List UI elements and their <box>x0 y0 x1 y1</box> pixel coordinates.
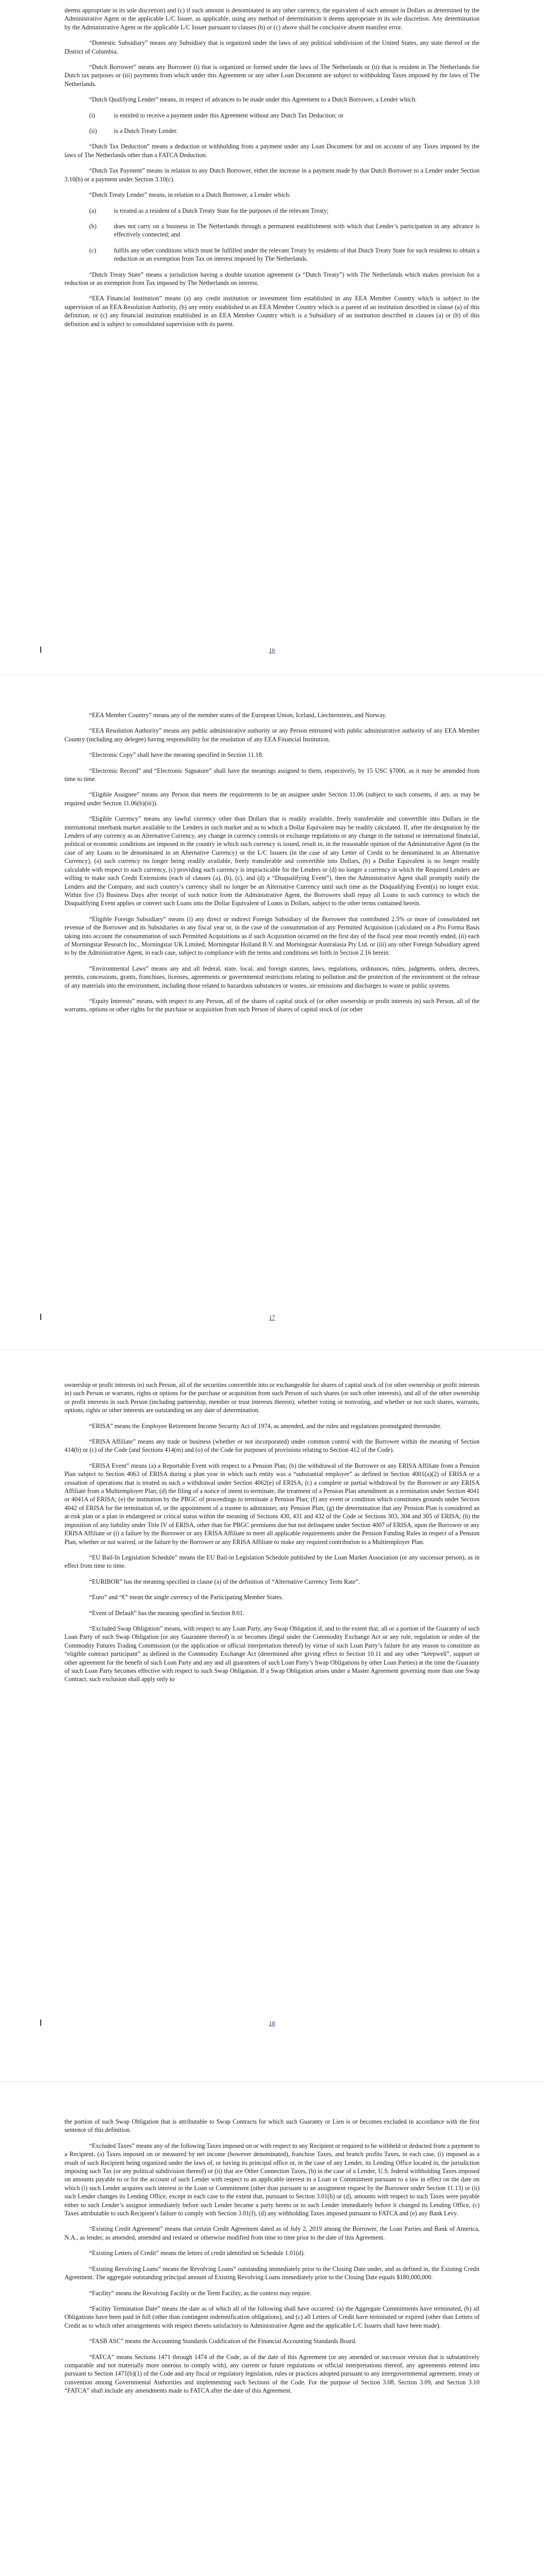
sub-clause <box>64 111 480 120</box>
clause-text: is entitled to receive a payment under this Agreement without any Dutch Tax Deduction; or <box>114 111 343 119</box>
definition-euribor: “EURIBOR” has the meaning specified in clause (a) of the definition of “Alternative Currency Term Rate”. <box>89 1578 360 1585</box>
definition-eligible-assignee: “Eligible Assignee” means any Person that meets the requirements to be an assignee under Section 11.06 (subject to such consents, if any, as may be required under Section 11.06(b)(iii)). <box>64 791 480 807</box>
page-body <box>64 711 480 1021</box>
sub-clause <box>64 246 480 263</box>
clause-label: (ii) <box>89 127 97 135</box>
definition-facility-termination-date: “Facility Termination Date” means the date as of which all of the following shall have occurred: (a) the Aggregate Commitments have terminated, (b) all Obligations have been paid in full (other than contingent indemnification obligations), and (c) all Letters of Credit have terminated or expired (other than Letters of Credit as to which other arrangements with respect thereto satisfactory to Administrative Agent and the applicable L/C Issuers shall have been made). <box>64 2304 480 2329</box>
sub-clause <box>64 127 480 135</box>
definition-dutch-tax-deduction: “Dutch Tax Deduction” means a deduction or withholding from a payment under any Loan Document for and on account of any Taxes imposed by the laws of The Netherlands other than a FATCA Deduction. <box>64 143 480 159</box>
document-page <box>0 675 544 1350</box>
page-number[interactable]: 17 <box>269 1314 275 1321</box>
clause-text: is treated as a resident of a Dutch Treaty State for the purposes of the relevant Treaty; <box>114 207 329 214</box>
definition-dutch-treaty-lender: “Dutch Treaty Lender” means, in relation to a Dutch Borrower, a Lender which: <box>89 191 291 199</box>
definition-eea-financial-institution: “EEA Financial Institution” means (a) any credit institution or investment firm established in any EEA Member Country which is subject to the supervision of an EEA Resolution Authority, (b) any entity established in an EEA Member Country which is a parent of an institution described in clause (a) of this definition, or (c) any financial institution established in an EEA Member Country which is a Subsidiary of an institution described in clauses (a) or (b) of this definition and is subject to consolidated supervision with its parent. <box>64 295 480 328</box>
page-body <box>64 1381 480 1691</box>
definition-fatca: “FATCA” means Sections 1471 through 1474 of the Code, as of the date of this Agreement (or any amended or successor version that is substantively comparable and not materially more onerous to comply with), any current or future regulations or official interpretations thereof, any agreements entered into pursuant to Section 1471(b)(1) of the Code and any fiscal or regulatory legislation, rules or practices adopted pursuant to any intergovernmental agreement, treaty or convention among Governmental Authorities and implementing such Sections of the Code. For the purpose of Section 3.08, Section 3.09, and Section 3.10 “FATCA” shall include any amendments made to FATCA after the date of this Agreement. <box>64 2353 480 2395</box>
page-body <box>64 6 480 335</box>
definition-equity-interests: “Equity Interests” means, with respect to any Person, all of the shares of capital stock of (or other ownership or profit interests in) such Person, all of the warrants, options or other rights for the purchase or acquisition from such Person of shares of capital stock of (or other <box>64 997 480 1013</box>
definition-dutch-tax-payment: “Dutch Tax Payment” means in relation to any Dutch Borrower, either the increase in a payment made by that Dutch Borrower to a Lender under Section 3.10(b) or a payment under Section 3.10(c). <box>64 167 480 183</box>
clause-text: does not carry on a business in The Netherlands through a permanent establishment with which that Lender’s participation in any advance is effectively connected; and <box>114 222 480 239</box>
clause-label: (b) <box>89 222 97 230</box>
definition-event-of-default: “Event of Default” has the meaning specified in Section 8.01. <box>89 1609 244 1617</box>
definition-electronic-record: “Electronic Record” and “Electronic Signature” shall have the meanings assigned to them, respectively, by 15 USC §7006, as it may be amended from time to time. <box>64 767 480 783</box>
page-body <box>64 2117 480 2402</box>
definition-eea-member-country: “EEA Member Country” means any of the member states of the European Union, Iceland, Liechtenstein, and Norway. <box>89 711 387 719</box>
clause-text: fulfils any other conditions which must be fulfilled under the relevant Treaty by residents of that Dutch Treaty State for such residents to obtain a reduction or an exemption from Tax on interest imposed by The Netherlands. <box>114 246 480 263</box>
definition-eea-resolution-authority: “EEA Resolution Authority” means any public administrative authority or any Person entrusted with public administrative authority of any EEA Member Country (including any delegee) having responsibility for the resolution of any EEA Financial Institution. <box>64 727 480 743</box>
paragraph: deems appropriate in its sole discretion) and (c) if such amount is denominated in any other currency, the equivalent of such amount in Dollars as determined by the Administrative Agent or the applicable L/C Issuer, as applicable, using any method of determination it deems appropriate in its sole discretion. Any determination by the Administrative Agent or the applicable L/C Issuer pursuant to clauses (b) or (c) above shall be conclusive absent manifest error. <box>64 7 480 31</box>
definition-euro: “Euro” and “€” mean the single currency of the Participating Member States. <box>89 1594 284 1601</box>
definition-existing-letters-of-credit: “Existing Letters of Credit” means the letters of credit identified on Schedule 1.01(d). <box>89 2249 305 2257</box>
definition-dutch-borrower: “Dutch Borrower” means any Borrower (i) that is organized or formed under the laws of The Netherlands or (ii) that is resident in The Netherlands for Dutch tax purposes or (iii) payments from which under this Agreement or any other Loan Document are subject to withholding Taxes imposed by the laws of The Netherlands. <box>64 63 480 88</box>
page-number[interactable]: 16 <box>269 647 275 654</box>
definition-excluded-swap-obligation: “Excluded Swap Obligation” means, with respect to any Loan Party, any Swap Obligation if, and to the extent that, all or a portion of the Guaranty of such Loan Party of such Swap Obligation (or any Guarantee thereof) is or becomes illegal under the Commodity Exchange Act or any rule, regulation or order of the Commodity Futures Trading Commission (or the application or official interpretation thereof) by virtue of such Loan Party’s failure for any reason to constitute an “eligible contract participant” as defined in the Commodity Exchange Act (determined after giving effect to Section 10.11 and any other “keepwell”, support or other agreement for the benefit of such Loan Party and any and all guarantees of such Loan Party’s Swap Obligations by other Loan Parties) at the time the Guaranty of such Loan Party becomes effective with respect to such Swap Obligation. If a Swap Obligation arises under a Master Agreement governing more than one Swap Contract, such exclusion shall apply only to <box>64 1624 480 1683</box>
document-page <box>0 1350 544 2081</box>
definition-facility: “Facility” means the Revolving Facility or the Term Facility, as the context may require. <box>89 2289 312 2297</box>
definition-erisa-affiliate: “ERISA Affiliate” means any trade or business (whether or not incorporated) under common control with the Borrower within the meaning of Section 414(b) or (c) of the Code (and Sections 414(m) and (o) of the Code for purposes of provisions relating to Section 412 of the Code). <box>64 1438 480 1454</box>
definition-erisa: “ERISA” means the Employee Retirement Income Security Act of 1974, as amended, and the rules and regulations promulgated thereunder. <box>89 1422 442 1430</box>
definition-excluded-taxes: “Excluded Taxes” means any of the following Taxes imposed on or with respect to any Recipient or required to be withheld or deducted from a payment to a Recipient, (a) Taxes imposed on or measured by net income (however denominated), franchise Taxes, and branch profits Taxes, in each case, (i) imposed as a result of such Recipient being organized under the laws of, or having its principal office or, in the case of any Lender, its Lending Office located in, the jurisdiction imposing such Tax (or any political subdivision thereof) or (ii) that are Other Connection Taxes, (b) in the case of a Lender, U.S. federal withholding Taxes imposed on amounts payable to or for the account of such Lender with respect to an applicable interest in a Loan or Commitment pursuant to a law in effect on the date on which (i) such Lender acquires such interest in the Loan or Commitment (other than pursuant to an assignment request by the Borrower under Section 11.13) or (ii) such Lender changes its Lending Office, except in each case to the extent that, pursuant to Section 3.01(b) or (d), amounts with respect to such Taxes were payable either to such Lender’s assignor immediately before such Lender became a party hereto or to such Lender immediately before it changed its Lending Office, (c) Taxes attributable to such Recipient’s failure to comply with Section 3.01(f), (d) any withholding Taxes imposed pursuant to FATCA and (e) any Bank Levy. <box>64 2142 480 2217</box>
definition-dutch-treaty-state: “Dutch Treaty State” means a jurisdiction having a double taxation agreement (a “Dutch Treaty”) with The Netherlands which makes provision for a reduction or an exemption from Tax imposed by The Netherlands on interest. <box>64 270 480 286</box>
sub-clause <box>64 207 480 215</box>
clause-label: (c) <box>89 246 96 254</box>
paragraph: the portion of such Swap Obligation that is attributable to Swap Contracts for which such Guaranty or Lien is or becomes excluded in accordance with the first sentence of this definition. <box>64 2118 480 2134</box>
definition-eligible-foreign-subsidiary: “Eligible Foreign Subsidiary” means (i) any direct or indirect Foreign Subsidiary of the Borrower that contributed 2.5% or more of consolidated net revenue of the Borrower and its Subsidiaries in any fiscal year or, in the case of the consummation of any Permitted Acquisition (calculated on a Pro Forma Basis taking into account the consummation of such Permitted Acquisitions as if such Acquisition occurred on the first day of the fiscal year most recently ended, (ii) each of Morningstar Research Inc., Morningstar UK Limited, Morningstar Holland B.V. and Morningstar Australasia Pty Ltd. or (iii) any other Foreign Subsidiary agreed to by the Administrative Agent, in each case, subject to compliance with the terms and conditions set forth in Section 2.16 herein. <box>64 915 480 957</box>
definition-existing-revolving-loans: “Existing Revolving Loans” means the Revolving Loans” outstanding immediately prior to the Closing Date under, and as defined in, the Existing Credit Agreement. The aggregate outstanding principal amount of Existing Revolving Loans immediately prior to the Closing Date equals $180,000,000. <box>64 2265 480 2281</box>
clause-label: (i) <box>89 111 95 119</box>
definition-dutch-qualifying-lender: “Dutch Qualifying Lender” means, in respect of advances to be made under this Agreement to a Dutch Borrower, a Lender which: <box>89 96 417 104</box>
paragraph: ownership or profit interests in) such Person, all of the securities convertible into or exchangeable for shares of capital stock of (or other ownership or profit interests in) such Person or warrants, rights or options for the purchase or acquisition from such Person of such shares (or such other interests), and all of the other ownership or profit interests in such Person (including partnership, member or trust interests therein), whether voting or nonvoting, and whether or not such shares, warrants, options, rights or other interests are outstanding on any date of determination. <box>64 1381 480 1414</box>
document-page <box>0 2081 544 2576</box>
page-number[interactable]: 18 <box>269 2020 275 2027</box>
sub-clause <box>64 222 480 239</box>
definition-domestic-subsidiary: “Domestic Subsidiary” means any Subsidiary that is organized under the laws of any political subdivision of the United States, any state thereof or the District of Columbia. <box>64 39 480 55</box>
definition-existing-credit-agreement: “Existing Credit Agreement” means that certain Credit Agreement dated as of July 2, 2019 among the Borrower, the Loan Parties and Bank of America, N.A., as lender, as amended, amended and restated or otherwise modified from time to time prior to the date of this Agreement. <box>64 2225 480 2241</box>
clause-label: (a) <box>89 207 96 214</box>
definition-fasb-asc: “FASB ASC” means the Accounting Standards Codification of the Financial Accounting Standards Board. <box>89 2337 357 2345</box>
definition-erisa-event: “ERISA Event” means (a) a Reportable Event with respect to a Pension Plan; (b) the withdrawal of the Borrower or any ERISA Affiliate from a Pension Plan subject to Section 4063 of ERISA during a plan year in which such entity was a “substantial employer” as defined in Section 4001(a)(2) of ERISA or a cessation of operations that is treated as such a withdrawal under Section 4062(e) of ERISA; (c) a complete or partial withdrawal by the Borrower or any ERISA Affiliate from a Multiemployer Plan; (d) the filing of a notice of intent to terminate, the treatment of a Pension Plan amendment as a termination under Section 4041 or 4041A of ERISA; (e) the institution by the PBGC of proceedings to terminate a Pension Plan; (f) any event or condition which constitutes grounds under Section 4042 of ERISA for the termination of, or the appointment of a trustee to administer, any Pension Plan; (g) the determination that any Pension Plan is considered an at-risk plan or a plan in endangered or critical status within the meaning of Sections 430, 431 and 432 of the Code or Sections 303, 304 and 305 of ERISA; (h) the imposition of any liability under Title IV of ERISA, other than for PBGC premiums due but not delinquent under Section 4007 of ERISA, upon the Borrower or any ERISA Affiliate or (i) a failure by the Borrower or any ERISA Affiliate to meet all applicable requirements under the Pension Funding Rules in respect of a Pension Plan, whether or not waived, or the failure by the Borrower or any ERISA Affiliate to make any required contribution to a Multiemployer Plan. <box>64 1462 480 1546</box>
clause-text: is a Dutch Treaty Lender. <box>114 127 178 135</box>
definition-electronic-copy: “Electronic Copy” shall have the meaning specified in Section 11.18. <box>89 751 263 759</box>
definition-eu-bail-in-schedule: “EU Bail-In Legislation Schedule” means the EU Bail-in Legislation Schedule published by the Loan Market Association (or any successor person), as in effect from time to time. <box>64 1553 480 1570</box>
definition-environmental-laws: “Environmental Laws” means any and all federal, state, local, and foreign statutes, laws, regulations, ordinances, rules, judgments, orders, decrees, permits, concessions, grants, franchises, licenses, agreements or governmental restrictions relating to pollution and the protection of the environment or the release of any materials into the environment, including those related to hazardous substances or wastes, air emissions and discharges to waste or public systems. <box>64 964 480 989</box>
document-page <box>0 0 544 675</box>
definition-eligible-currency: “Eligible Currency” means any lawful currency other than Dollars that is readily available, freely transferable and convertible into Dollars in the international interbank market available to the Lenders in such market and as to which a Dollar Equivalent may be readily calculated. If, after the designation by the Lenders of any currency as an Alternative Currency, any change in currency controls or exchange regulations or any change in the national or international financial, political or economic conditions are imposed in the country in which such currency is issued, result in, in the reasonable opinion of the Administrative Agent (in the case of any Loans to be denominated in an Alternative Currency) or the L/C Issuers (in the case of any Letter of Credit to be denominated in an Alternative Currency), (a) such currency no longer being readily available, freely transferable and convertible into Dollars, (b) a Dollar Equivalent is no longer readily calculable with respect to such currency, (c) providing such currency is impracticable for the Lenders or (d) no longer a currency in which the Required Lenders are willing to make such Credit Extensions (each of clauses (a), (b), (c), and (d) a “Disqualifying Event”), then the Administrative Agent shall promptly notify the Lenders and the Company, and such country’s currency shall no longer be an Alternative Currency until such time as the Disqualifying Event(s) no longer exist. Within five (5) Business Days after receipt of such notice from the Administrative Agent, the Borrowers shall repay all Loans in such currency to which the Disqualifying Event applies or convert such Loans into the Dollar Equivalent of Loans in Dollars, subject to the other terms contained herein. <box>64 815 480 907</box>
